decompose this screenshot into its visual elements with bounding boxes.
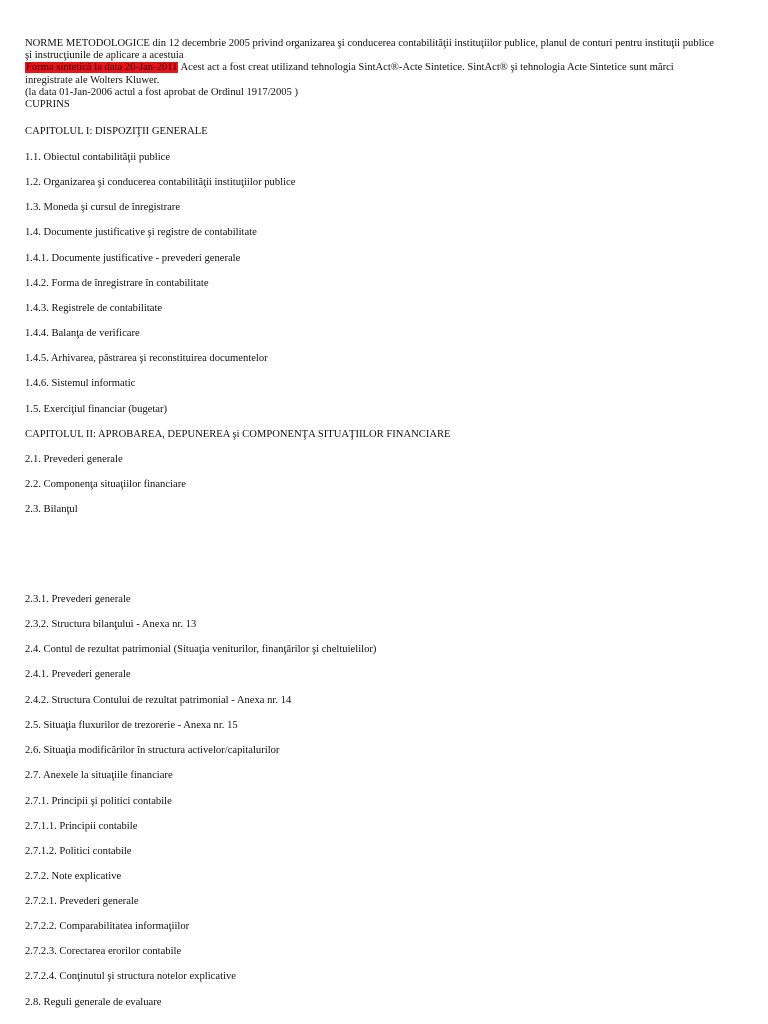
notice-line [25, 62, 760, 74]
toc-item: 2.5. Situaţia fluxurilor de trezorerie - Anexa nr. 15 [25, 720, 238, 731]
notice-line-2: inregistrate ale Wolters Kluwer. [25, 74, 160, 86]
toc-item: 2.7. Anexele la situaţiile financiare [25, 770, 173, 781]
document-header [25, 38, 760, 111]
toc-item: 2.3.1. Prevederi generale [25, 594, 131, 605]
toc-item: 2.3. Bilanţul [25, 504, 78, 515]
toc-item: 1.4.4. Balanţa de verificare [25, 328, 140, 339]
toc-item: 2.7.2.2. Comparabilitatea informaţiilor [25, 921, 190, 932]
toc-item: 2.6. Situaţia modificărilor în structura activelor/capitalurilor [25, 745, 280, 756]
cuprins-heading: CUPRINS [25, 99, 70, 111]
toc-item: 2.7.2. Note explicative [25, 871, 122, 882]
toc-item: 2.7.2.1. Prevederi generale [25, 896, 139, 907]
toc-item: 2.4.2. Structura Contului de rezultat patrimonial - Anexa nr. 14 [25, 695, 292, 706]
toc-item: 2.7.1.2. Politici contabile [25, 846, 132, 857]
toc-item: 2.2. Componenţa situaţiilor financiare [25, 479, 186, 490]
toc-item: 1.4.6. Sistemul informatic [25, 378, 136, 389]
toc-item: 2.7.1.1. Principii contabile [25, 821, 138, 832]
toc-item: 1.3. Moneda şi cursul de înregistrare [25, 202, 181, 213]
document-title-line-2: şi instrucţiunile de aplicare a acestuia [25, 50, 184, 62]
toc-item: 2.4. Contul de rezultat patrimonial (Situaţia veniturilor, finanţărilor şi cheltuielilor) [25, 644, 377, 655]
toc-item: 2.7.2.3. Corectarea erorilor contabile [25, 946, 182, 957]
toc-item: 2.7.2.4. Conţinutul şi structura notelor explicative [25, 971, 236, 982]
toc-item: CAPITOLUL II: APROBAREA, DEPUNEREA şi COMPONENŢA SITUAŢIILOR FINANCIARE [25, 429, 451, 440]
toc-item: 2.7.1. Principii şi politici contabile [25, 796, 172, 807]
toc-item: 1.4.5. Arhivarea, păstrarea şi reconstituirea documentelor [25, 353, 268, 364]
toc-item: 1.4. Documente justificative şi registre de contabilitate [25, 227, 257, 238]
toc-item: 1.4.2. Forma de înregistrare în contabilitate [25, 278, 209, 289]
toc-item: 1.2. Organizarea şi conducerea contabilităţii instituţiilor publice [25, 177, 296, 188]
toc-item: 1.4.3. Registrele de contabilitate [25, 303, 163, 314]
header-text [25, 38, 760, 111]
toc-item: 1.4.1. Documente justificative - prevederi generale [25, 253, 241, 264]
document-title-line-1: NORME METODOLOGICE din 12 decembrie 2005 privind organizarea şi conducerea contabilităţii instituţiilor publice, planul de conturi pentru instituţii publice [25, 38, 714, 49]
toc-item: 1.1. Obiectul contabilităţii publice [25, 152, 171, 163]
approval-note: (la data 01-Jan-2006 actul a fost aprobat de Ordinul 1917/2005 ) [25, 86, 299, 98]
toc-item: CAPITOLUL I: DISPOZIŢII GENERALE [25, 126, 208, 137]
toc-item: 2.1. Prevederi generale [25, 454, 123, 465]
toc-item: 2.4.1. Prevederi generale [25, 669, 131, 680]
toc-item: 2.3.2. Structura bilanţului - Anexa nr. 13 [25, 619, 197, 630]
toc-item: 1.5. Exerciţiul financiar (bugetar) [25, 404, 168, 415]
synthetic-form-highlight: Forma sintetică la data 20-Jan-2011 [26, 62, 178, 74]
notice-text: Acest act a fost creat utilizand tehnologia SintAct®-Acte Sintetice. SintAct® şi tehnologia Acte Sintetice sunt mărci [178, 62, 674, 74]
toc-item: 2.8. Reguli generale de evaluare [25, 997, 162, 1008]
